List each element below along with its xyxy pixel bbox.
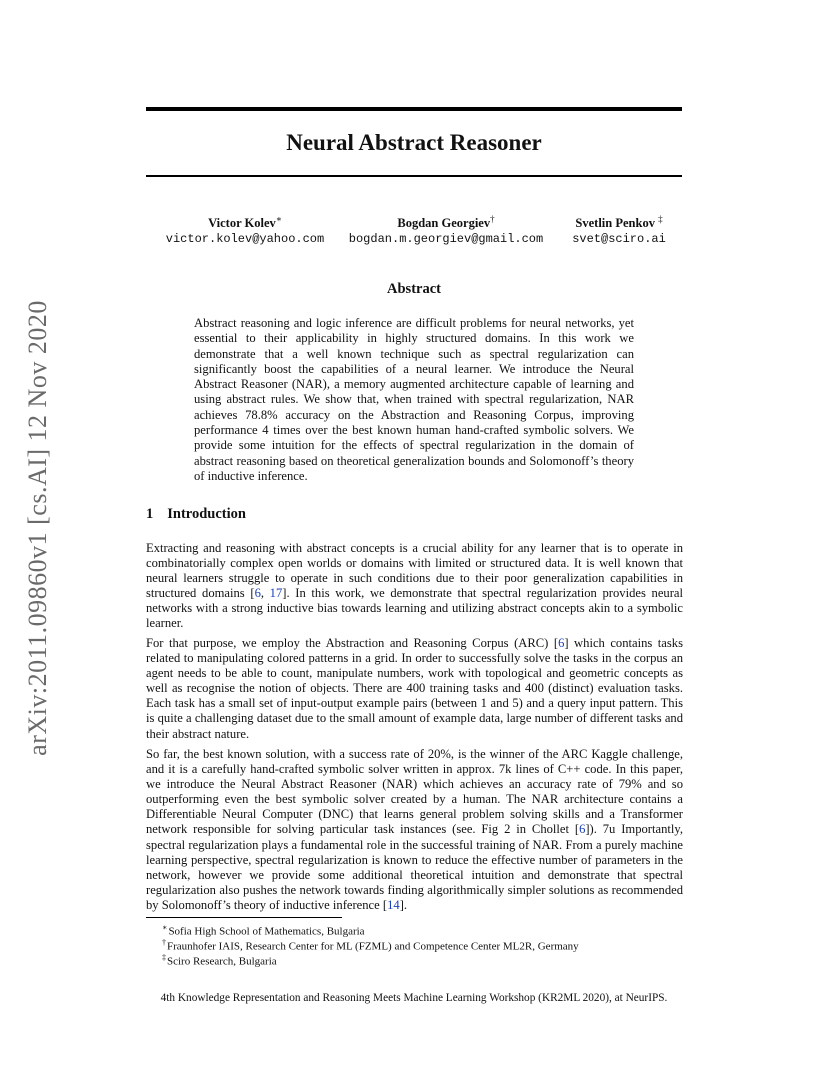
author-3 (558, 211, 680, 247)
author-name: Svetlin Penkov ‡ (575, 214, 663, 231)
author-email[interactable]: bogdan.m.georgiev@gmail.com (348, 232, 544, 247)
author-email[interactable]: victor.kolev@yahoo.com (165, 232, 325, 247)
footnote-3: ‡Sciro Research, Bulgaria (162, 953, 277, 968)
intro-paragraph-1: Extracting and reasoning with abstract concepts is a crucial ability for any learner that is to operate in combinatorially complex open worlds or domains with limited or structured data. It is well known that neural learners struggle to operate in such conditions due to their poor generalization capabilities in structured domains [6, 17]. In this work, we demonstrate that spectral regularization provides neural networks with a strong inductive bias towards learning and utilizing abstract concepts akin to a symbolic learner. (146, 541, 683, 631)
citation-link[interactable]: 6 (254, 586, 261, 601)
author-name: Victor Kolev∗ (208, 214, 282, 231)
arxiv-side-stamp: arXiv:2011.09860v1 [cs.AI] 12 Nov 2020 (23, 300, 52, 756)
citation-link[interactable]: 17 (269, 586, 283, 601)
footnote-rule (146, 917, 342, 918)
footnote-2: †Fraunhofer IAIS, Research Center for ML (FZML) and Competence Center ML2R, Germany (162, 938, 579, 953)
title-bottom-rule (146, 175, 682, 177)
title-top-rule (146, 107, 682, 111)
intro-paragraph-2: For that purpose, we employ the Abstraction and Reasoning Corpus (ARC) [6] which contains tasks related to manipulating colored patterns in a grid. In order to successfully solve the tasks in the corpus an agent needs to be able to count, manipulate numbers, work with topological and geometric concepts as well as recognise the notion of objects. There are 400 training tasks and 400 (distinct) evaluation tasks. Each task has a small set of input-output example pairs (between 1 and 5) and a query input pattern. This is quite a challenging dataset due to the small amount of example data, large number of different tasks and their abstract nature. (146, 636, 683, 741)
intro-paragraph-3: So far, the best known solution, with a success rate of 20%, is the winner of the ARC Kaggle challenge, and it is a carefully hand-crafted symbolic solver written in approx. 7k lines of C++ code. In this paper, we introduce the Neural Abstract Reasoner (NAR) which achieves an accuracy rate of 79% and so outperforming even the best symbolic solver created by a human. The NAR architecture contains a Differentiable Neural Computer (DNC) that learns general problem solving skills and a Transformer network responsible for solving particular task instances (see. Fig 2 in Chollet [6]). 7u Importantly, spectral regularization plays a fundamental role in the successful training of NAR. From a purely machine learning perspective, spectral regularization is known to reduce the effective number of parameters in the network, however we provide some additional theoretical intuition and demonstrate that spectral regularization also pushes the network towards finding algorithmically simpler solutions as recommended by Solomonoff’s theory of inductive inference [14]. (146, 747, 684, 912)
section-title: Introduction (167, 506, 246, 522)
author-email[interactable]: svet@sciro.ai (572, 232, 666, 247)
author-1 (160, 211, 330, 247)
section-heading (146, 506, 246, 523)
citation-link[interactable]: 6 (558, 636, 565, 650)
author-2 (344, 211, 548, 247)
section-number: 1 (146, 506, 154, 522)
abstract-heading: Abstract (387, 281, 441, 297)
author-name: Bogdan Georgiev† (397, 214, 495, 231)
citation-link[interactable]: 14 (387, 897, 400, 912)
venue-footer: 4th Knowledge Representation and Reasoning Meets Machine Learning Workshop (KR2ML 2020), at NeurIPS. (160, 992, 668, 1004)
footnote-1: ∗Sofia High School of Mathematics, Bulgaria (162, 923, 365, 938)
abstract-text: Abstract reasoning and logic inference are difficult problems for neural networks, yet essential to their applicability in highly structured domains. In this work we demonstrate that a well known technique such as spectral regularization can significantly boost the capabilities of a neural learner. We introduce the Neural Abstract Reasoner (NAR), a memory augmented architecture capable of learning and using abstract rules. We show that, when trained with spectral regularization, NAR achieves 78.8% accuracy on the Abstraction and Reasoning Corpus, improving performance 4 times over the best known human hand-crafted symbolic solvers. We provide some intuition for the effects of spectral regularization in the domain of abstract reasoning based on theoretical generalization bounds and Solomonoff’s theory of inductive inference. (194, 316, 634, 483)
paper-title: Neural Abstract Reasoner (286, 130, 542, 155)
citation-link[interactable]: 6 (579, 822, 586, 837)
